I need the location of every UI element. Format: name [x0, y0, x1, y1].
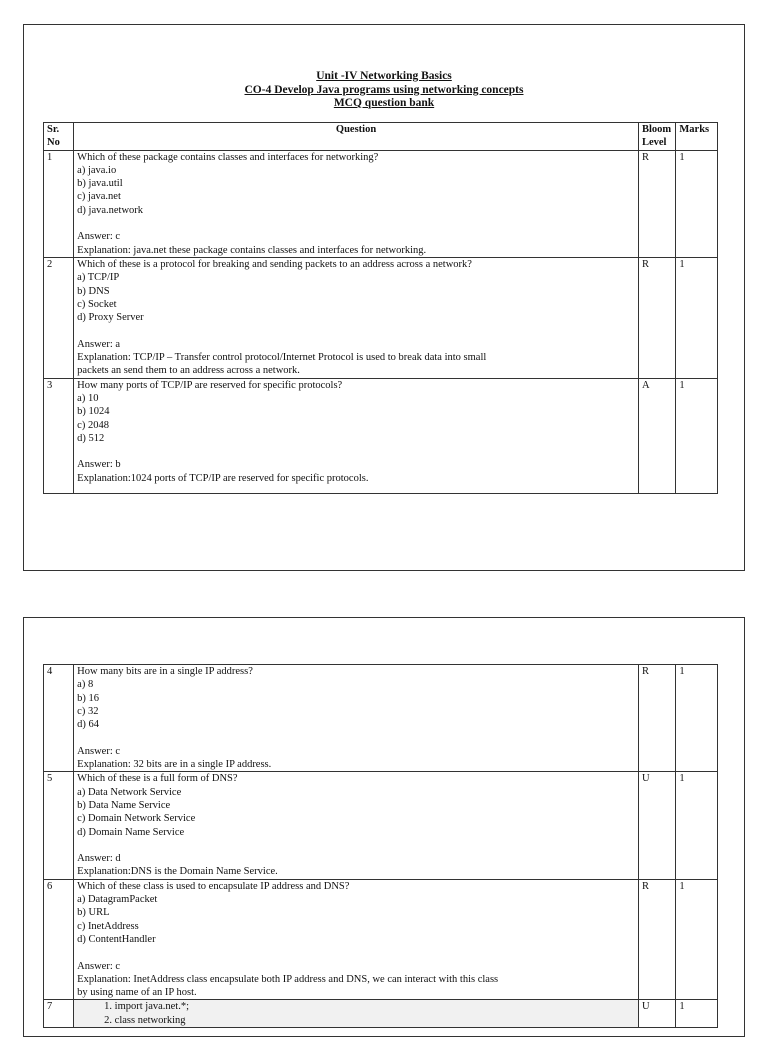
bloom-level: U: [638, 772, 675, 879]
table-row: [44, 1000, 718, 1028]
sr-no: 2: [44, 257, 74, 378]
code-line: 2. class networking: [104, 1014, 186, 1026]
header-sr-no: Sr. No: [44, 123, 74, 151]
question-cell: [74, 665, 639, 772]
option: a) TCP/IP: [77, 272, 120, 284]
question-text: Which of these is a protocol for breaking and sending packets to an address across a network?: [77, 258, 472, 270]
explanation: Explanation: 32 bits are in a single IP address.: [77, 759, 272, 771]
option: b) 1024: [77, 406, 110, 418]
answer: Answer: d: [77, 853, 121, 865]
question-text: How many bits are in a single IP address?: [77, 666, 253, 677]
sr-no: 4: [44, 665, 74, 772]
option: c) Domain Network Service: [77, 813, 196, 825]
marks: 1: [676, 1000, 718, 1028]
option: c) 32: [77, 705, 99, 717]
question-cell: [74, 879, 639, 1000]
document-page-2: [23, 617, 745, 1037]
option: a) DatagramPacket: [77, 894, 158, 906]
marks: 1: [676, 772, 718, 879]
table-header-row: [44, 123, 718, 151]
explanation: Explanation:1024 ports of TCP/IP are reserved for specific protocols.: [77, 472, 369, 484]
option: b) 16: [77, 692, 100, 704]
bank-title: MCQ question bank: [333, 97, 435, 109]
table-row: [44, 257, 718, 378]
table-row: [44, 378, 718, 493]
unit-title: Unit -IV Networking Basics: [316, 70, 452, 82]
code-snippet: [74, 1000, 638, 1027]
option: d) java.network: [77, 204, 144, 216]
option: c) Socket: [77, 298, 117, 310]
question-cell: [74, 378, 639, 493]
explanation: Explanation:DNS is the Domain Name Service.: [77, 866, 278, 878]
document-page-1: [23, 24, 745, 571]
table-row: [44, 772, 718, 879]
table-row: [44, 665, 718, 772]
marks: 1: [676, 378, 718, 493]
explanation: Explanation: InetAddress class encapsulate both IP address and DNS, we can interact with this class by using name of an IP host.: [77, 973, 499, 999]
question-text: Which of these is a full form of DNS?: [77, 773, 238, 785]
explanation: Explanation: TCP/IP – Transfer control protocol/Internet Protocol is used to break data into small packets an send them to an address across a network.: [77, 352, 487, 377]
question-cell: [74, 1000, 639, 1028]
mcq-table-page-2: [43, 664, 718, 1028]
option: d) ContentHandler: [77, 933, 156, 945]
table-row: [44, 150, 718, 257]
header-question: Question: [74, 123, 639, 151]
option: b) URL: [77, 907, 110, 919]
option: c) java.net: [77, 191, 121, 203]
option: a) Data Network Service: [77, 786, 182, 798]
marks: 1: [676, 665, 718, 772]
document-header: [24, 70, 744, 111]
bloom-level: A: [638, 378, 675, 493]
sr-no: 5: [44, 772, 74, 879]
bloom-level: R: [638, 879, 675, 1000]
explanation: Explanation: java.net these package contains classes and interfaces for networking.: [77, 244, 427, 256]
question-text: How many ports of TCP/IP are reserved for specific protocols?: [77, 379, 343, 391]
question-text: Which of these class is used to encapsulate IP address and DNS?: [77, 880, 350, 892]
code-line: 1. import java.net.*;: [104, 1001, 190, 1013]
option: c) InetAddress: [77, 920, 139, 932]
header-bloom-level: Bloom Level: [638, 123, 675, 151]
option: b) DNS: [77, 285, 110, 297]
option: a) java.io: [77, 164, 117, 176]
bloom-level: R: [638, 257, 675, 378]
question-cell: [74, 257, 639, 378]
question-cell: [74, 772, 639, 879]
marks: 1: [676, 150, 718, 257]
question-cell: [74, 150, 639, 257]
answer: Answer: c: [77, 745, 121, 757]
mcq-table-page-1: [43, 122, 718, 494]
option: a) 10: [77, 392, 99, 404]
answer: Answer: c: [77, 231, 121, 243]
course-outcome: CO-4 Develop Java programs using networking concepts: [244, 83, 524, 96]
answer: Answer: c: [77, 960, 121, 972]
option: a) 8: [77, 679, 94, 691]
option: c) 2048: [77, 419, 109, 431]
bloom-level: R: [638, 665, 675, 772]
sr-no: 6: [44, 879, 74, 1000]
marks: 1: [676, 257, 718, 378]
marks: 1: [676, 879, 718, 1000]
table-row: [44, 879, 718, 1000]
question-text: Which of these package contains classes and interfaces for networking?: [77, 151, 379, 163]
answer: Answer: a: [77, 338, 121, 350]
bloom-level: U: [638, 1000, 675, 1028]
option: d) Domain Name Service: [77, 826, 185, 838]
sr-no: 3: [44, 378, 74, 493]
bloom-level: R: [638, 150, 675, 257]
header-marks: Marks: [676, 123, 718, 151]
option: d) Proxy Server: [77, 312, 144, 324]
answer: Answer: b: [77, 459, 121, 471]
option: d) 512: [77, 432, 105, 444]
sr-no: 1: [44, 150, 74, 257]
option: b) java.util: [77, 178, 123, 190]
sr-no: 7: [44, 1000, 74, 1028]
option: b) Data Name Service: [77, 799, 171, 811]
option: d) 64: [77, 719, 100, 731]
